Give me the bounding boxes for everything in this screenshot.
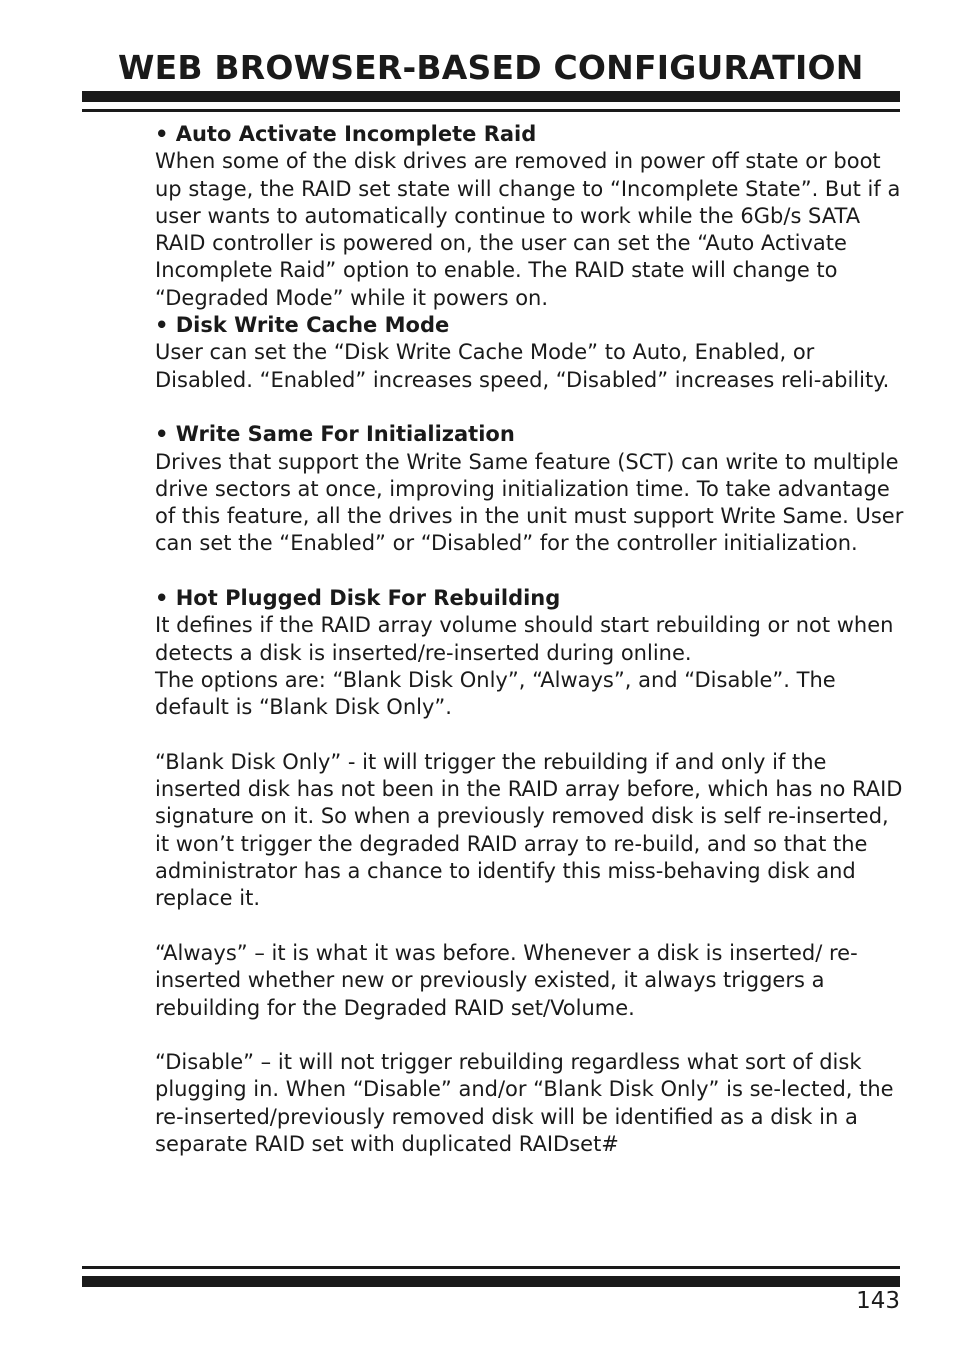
page-title: WEB BROWSER-BASED CONFIGURATION [118, 48, 864, 87]
section-text-write-same: Drives that support the Write Same feature (SCT) can write to multiple drive sectors at once, improving initialization time. To take advantage of this feature, all the drives in the unit must support Write Same. User can set the “Enabled” or “Disabled” for the controller initialization. [155, 449, 904, 556]
section-text-hot-plugged-definition: It defines if the RAID array volume should start rebuilding or not when detects a disk is inserted/re-inserted during online. [155, 613, 894, 665]
header-rule-thin [82, 109, 900, 112]
section-text-blank-disk-only: “Blank Disk Only” - it will trigger the rebuilding if and only if the inserted disk has not been in the RAID array before, which has no RAID signature on it. So when a previously removed disk is self re-inserted, it won’t trigger the degraded RAID array to re-build, and so that the administrator has a chance to identify this miss-behaving disk and replace it. [155, 749, 903, 911]
footer-rule-thin [82, 1266, 900, 1269]
spacer [155, 1022, 905, 1049]
document-body [155, 121, 905, 1158]
section-text-disable: “Disable” – it will not trigger rebuilding regardless what sort of disk plugging in. When “Disable” and/or “Blank Disk Only” is se-lected, the re-inserted/previously removed disk will be identified as a disk in a separate RAID set with duplicated RAIDset# [155, 1050, 894, 1156]
section-heading-disk-write-cache: • Disk Write Cache Mode [155, 313, 450, 338]
section-heading-write-same: • Write Same For Initialization [155, 422, 515, 447]
section-heading-hot-plugged: • Hot Plugged Disk For Rebuilding [155, 586, 561, 611]
spacer [155, 394, 905, 421]
section-text-auto-activate: When some of the disk drives are removed in power off state or boot up stage, the RAID set state will change to “Incomplete State”. But if a user wants to automatically continue to work while the 6Gb/s SATA RAID controller is powered on, the user can set the “Auto Activate Incomplete Raid” option to enable. The RAID state will change to “Degraded Mode” while it powers on. [155, 149, 901, 310]
spacer [155, 722, 905, 749]
header-rule-thick [82, 91, 900, 102]
spacer [155, 558, 905, 585]
section-text-disk-write-cache: User can set the “Disk Write Cache Mode” to Auto, Enabled, or Disabled. “Enabled” increases speed, “Disabled” increases reli-ability. [155, 340, 890, 392]
spacer [155, 913, 905, 940]
footer-rule-thick [82, 1276, 900, 1287]
section-text-hot-plugged-options: The options are: “Blank Disk Only”, “Always”, and “Disable”. The default is “Blank Disk Only”. [155, 667, 836, 720]
section-text-always: “Always” – it is what it was before. Whenever a disk is inserted/ re-inserted whether new or previously existed, it always triggers a rebuilding for the Degraded RAID set/Volume. [155, 940, 858, 1020]
page-number: 143 [856, 1288, 900, 1314]
section-heading-auto-activate: • Auto Activate Incomplete Raid [155, 122, 537, 146]
